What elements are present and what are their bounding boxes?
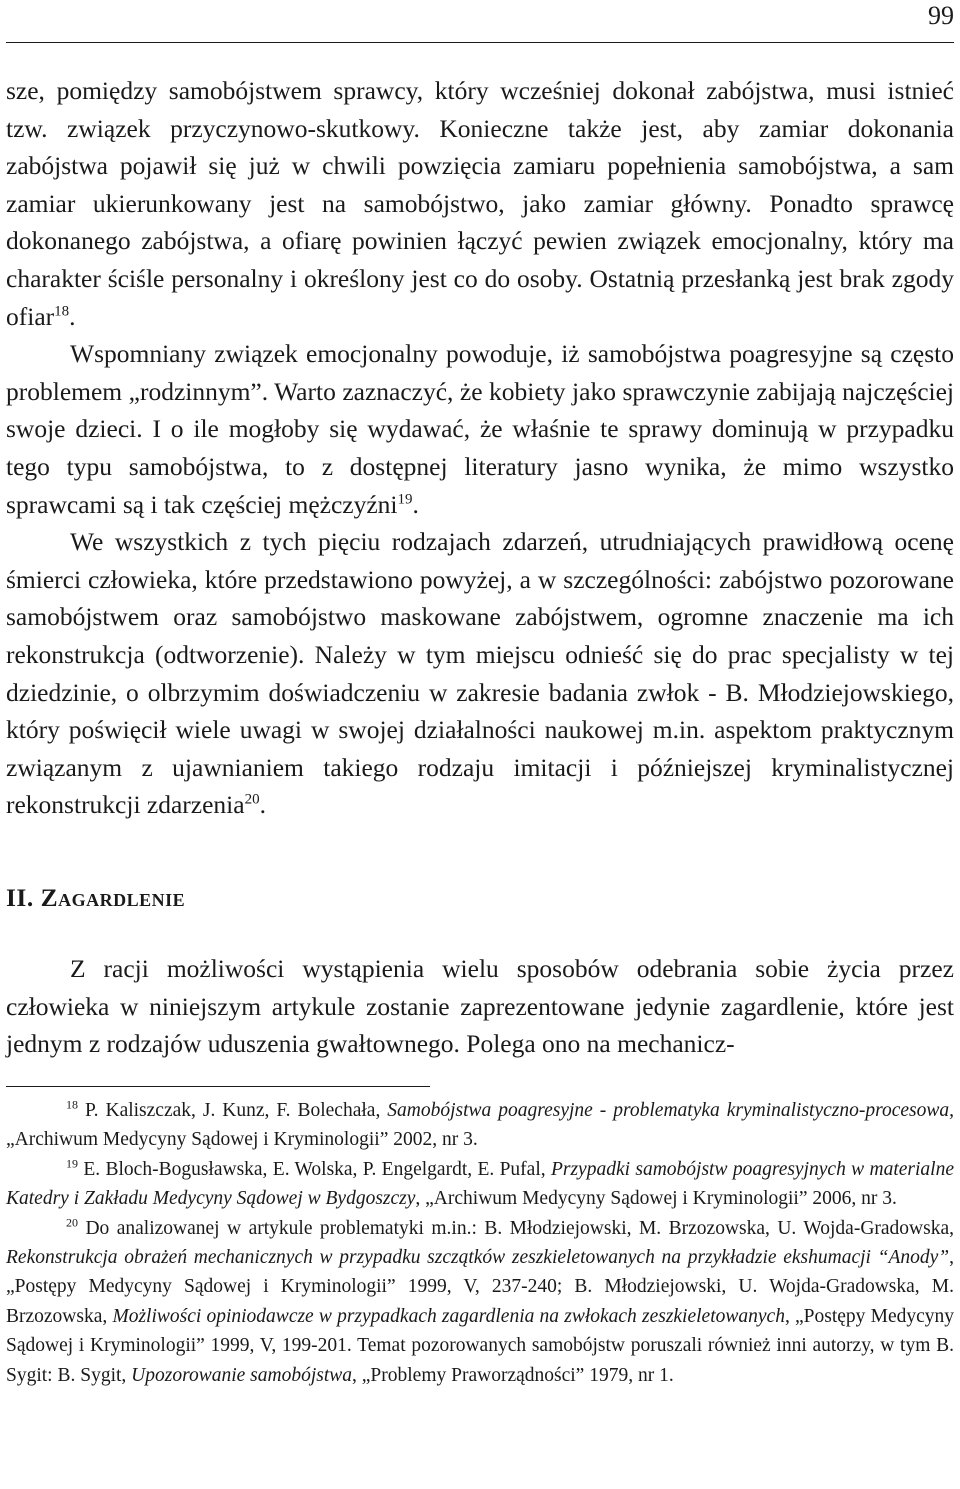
paragraph-1: sze, pomiędzy samobójstwem sprawcy, który wcześniej dokonał zabójstwa, musi istnieć tzw. związek przyczynowo-skutkowy. Konieczne także jest, aby zamiar dokonania zabójstwa pojawił się już w chwili powzięcia zamiaru popełnienia samobójstwa, a sam zamiar ukierunkowany jest na samobójstwo, jako zamiar główny. Ponadto sprawcę dokonanego zabójstwa, a ofiarę powinien łączyć pewien związek emocjonalny, który ma charakter ściśle personalny i określony jest co do osoby. Ostatnią przesłanką jest brak zgody ofiar$^{18}$.	[6, 76, 954, 331]
section-number: II.	[6, 883, 34, 912]
section-paragraph: Z racji możliwości wystąpienia wielu sposobów odebrania sobie życia przez człowieka w niniejszym artykule zostanie zaprezentowane jedynie zagardlenie, które jest jednym z rodzajów uduszenia gwałtownego. Polega ono na mechanicz-	[6, 954, 954, 1059]
footnotes	[6, 1096, 954, 1390]
paragraph-3: We wszystkich z tych pięciu rodzajach zdarzeń, utrudniających prawidłową ocenę śmierci człowieka, które przedstawiono powyżej, a w szczególności: zabójstwo pozorowane samobójstwem oraz samobójstwo maskowane zabójstwem, ogromne znaczenie ma ich rekonstrukcja (odtworzenie). Należy w tym miejscu odnieść się do prac specjalisty w tej dziedzinie, o olbrzymim doświadczeniu w zakresie badania zwłok - B. Młodziejowskiego, który poświęcił wiele uwagi w swojej działalności naukowej m.in. aspektom praktycznym związanym z ujawnianiem takiego rodzaju imitacji i późniejszej kryminalistycznej rekonstrukcji zdarzenia$^{20}$.	[6, 527, 954, 820]
footnote-title: Możliwości opiniodawcze w przypadkach zagardlenia na zwłokach zeszkieletowanych	[112, 1305, 785, 1327]
footnote-text: , „Postępy Medycyny Sądowej i Kryminologii” 1999, V, 237-240; B. Młodziejowski, U. Wojda-Gradowska, M. Brzozowska,	[6, 1247, 954, 1327]
footnote-text: , „Postępy Medycyny Sądowej i Kryminologii” 1999, V, 199-201. Temat pozorowanych samobójstw poruszali również inni autorzy, w tym B. Sygit: B. Sygit,	[6, 1305, 955, 1386]
body-text	[6, 72, 954, 824]
footnote-title: Upozorowanie samobójstwa	[131, 1364, 353, 1386]
footnote-title: Samobójstwa poagresyjne - problematyka kryminalistyczno-procesowa,	[387, 1100, 954, 1121]
footnote-ref-18[interactable]: 18	[54, 303, 70, 320]
footnote-19	[6, 1155, 954, 1214]
paragraph-2: Wspomniany związek emocjonalny powoduje, iż samobójstwa poagresyjne są często problemem „rodzinnym”. Warto zaznaczyć, że kobiety jako sprawczynie zabijają najczęściej swoje dzieci. I o ile mogłoby się wydawać, że właśnie te sprawy dominują w przypadku tego typu samobójstwa, to z dostępnej literatury jasno wynika, że mimo wszystko sprawcami są i tak częściej mężczyźni$^{19}$.	[6, 339, 954, 519]
paragraph-text: Wspomniany związek emocjonalny powoduje, iż samobójstwa poagresyjne są często problemem „rodzinnym”. Warto zaznaczyć, że kobiety jako sprawczynie zabijają najczęściej swoje dzieci. I o ile mogłoby się wydawać, że właśnie te sprawy dominują w przypadku tego typu samobójstwa, to z dostępnej literatury jasno wynika, że mimo wszystko sprawcami są i tak częściej mężczyźni	[6, 339, 954, 519]
footnote-title: Rekonstrukcja obrażeń mechanicznych w przypadku szczątków zeszkieletowanych na przykładzie ekshumacji “Anody”	[6, 1247, 950, 1269]
section-heading	[6, 880, 185, 916]
footnote-text: Do analizowanej w artykule problematyki m.in.: B. Młodziejowski, M. Brzozowska, U. Wojda-Gradowska,	[85, 1217, 954, 1239]
footnote-number: 20	[66, 1215, 78, 1230]
section-title: Zagardlenie	[40, 883, 186, 912]
footnote-text: , „Problemy Praworządności” 1979, nr 1.	[352, 1364, 674, 1386]
footnote-18	[6, 1096, 954, 1155]
page-number: 99	[928, 1, 954, 30]
header-rule	[6, 42, 954, 43]
footnote-number: 19	[66, 1156, 78, 1171]
footnote-title: Przypadki samobójstw poagresyjnych w materialne Katedry i Zakładu Medycyny Sądowej w Bydgoszczy	[6, 1158, 954, 1210]
footnote-text: P. Kaliszczak, J. Kunz, F. Bolechała,	[84, 1100, 388, 1121]
footnote-rule	[6, 1086, 430, 1087]
footnote-text: , „Archiwum Medycyny Sądowej i Kryminologii” 2006, nr 3.	[415, 1188, 897, 1210]
footnote-number: 18	[66, 1097, 78, 1112]
paragraph-text: We wszystkich z tych pięciu rodzajach zdarzeń, utrudniających prawidłową ocenę śmierci człowieka, które przedstawiono powyżej, a w szczególności: zabójstwo pozorowane samobójstwem oraz samobójstwo maskowane zabójstwem, ogromne znaczenie ma ich rekonstrukcja (odtworzenie). Należy w tym miejscu odnieść się do prac specjalisty w tej dziedzinie, o olbrzymim doświadczeniu w zakresie badania zwłok - B. Młodziejowskiego, który poświęcił wiele uwagi w swojej działalności naukowej m.in. aspektom praktycznym związanym z ujawnianiem takiego rodzaju imitacji i późniejszej kryminalistycznej rekonstrukcji zdarzenia	[6, 527, 954, 820]
footnote-ref-20[interactable]: 20	[244, 791, 260, 808]
footnote-ref-19[interactable]: 19	[397, 491, 413, 508]
footnote-20	[6, 1214, 954, 1390]
footnote-text: „Archiwum Medycyny Sądowej i Kryminologii” 2002, nr 3.	[6, 1129, 478, 1151]
footnote-text: E. Bloch-Bogusławska, E. Wolska, P. Engelgardt, E. Pufal,	[83, 1158, 551, 1180]
paragraph-text: sze, pomiędzy samobójstwem sprawcy, który wcześniej dokonał zabójstwa, musi istnieć tzw. związek przyczynowo-skutkowy. Konieczne także jest, aby zamiar dokonania zabójstwa pojawił się już w chwili powzięcia zamiaru popełnienia samobójstwa, a sam zamiar ukierunkowany jest na samobójstwo, jako zamiar główny. Ponadto sprawcę dokonanego zabójstwa, a ofiarę powinien łączyć pewien związek emocjonalny, który ma charakter ściśle personalny i określony jest co do osoby. Ostatnią przesłanką jest brak zgody ofiar	[6, 76, 954, 331]
